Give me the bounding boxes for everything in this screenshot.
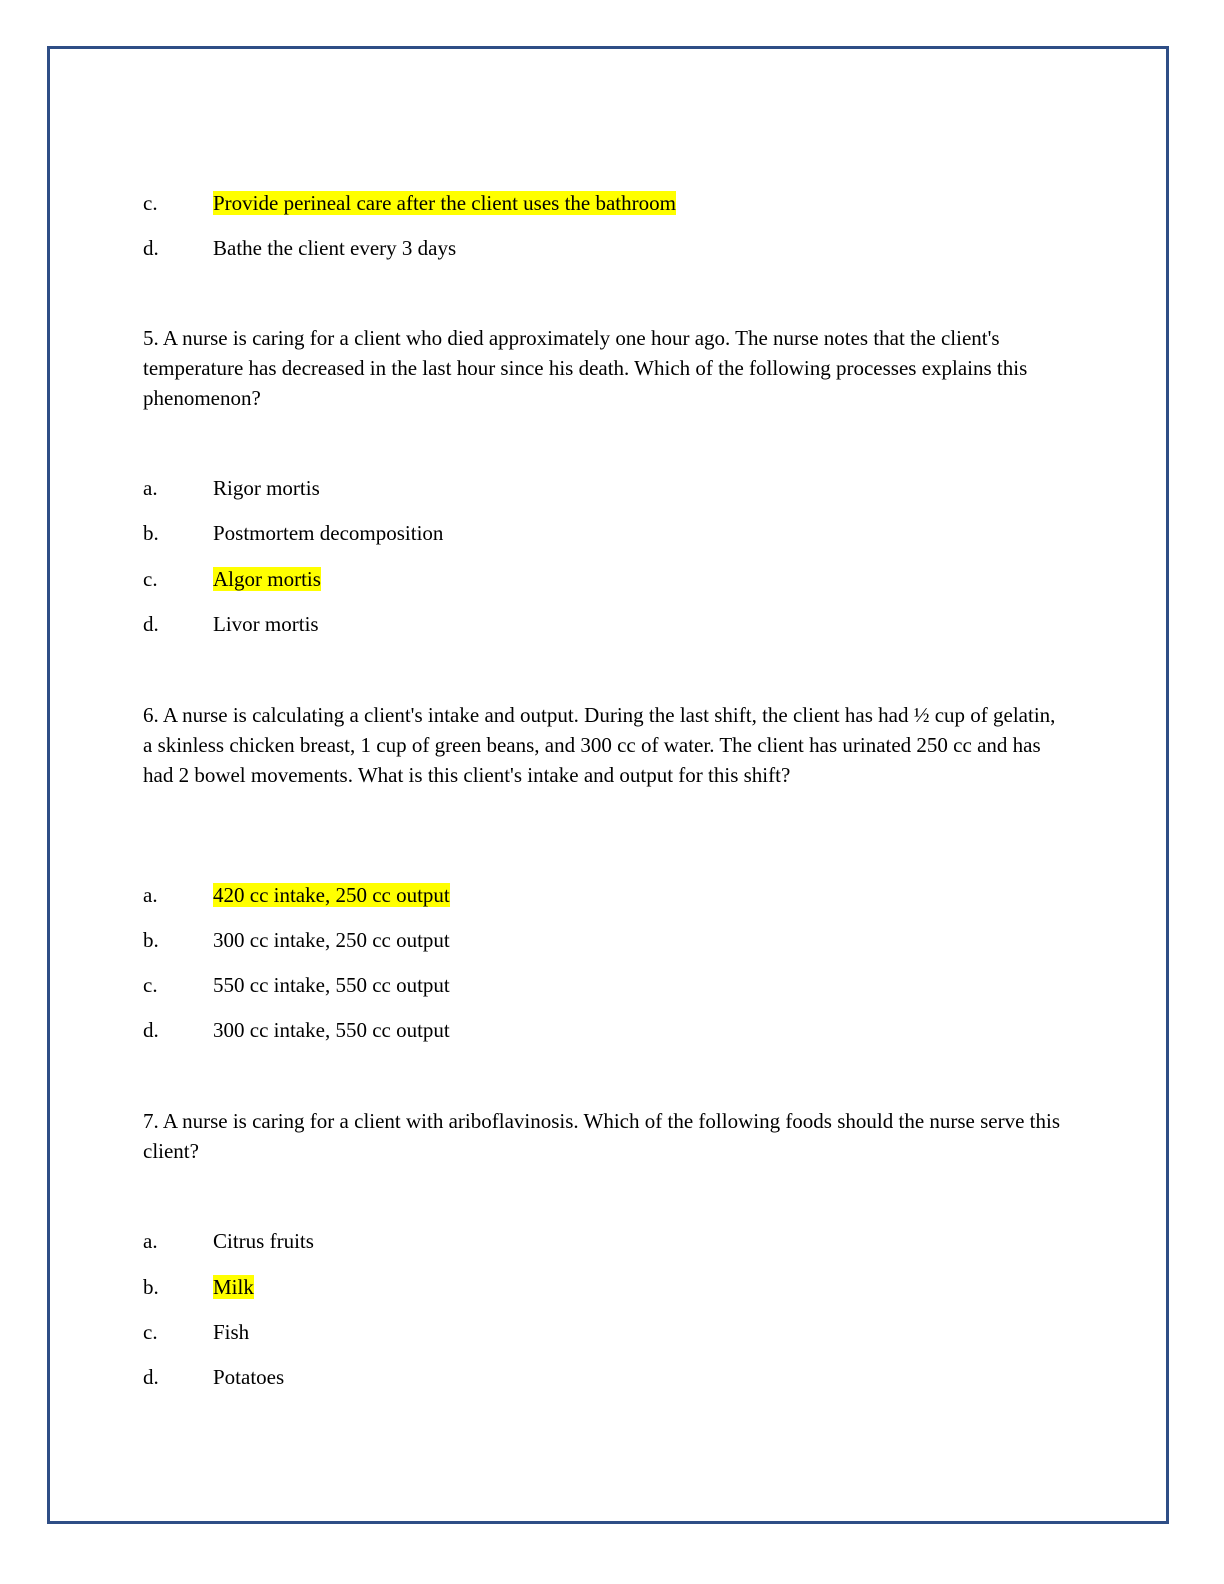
option-c — [143, 188, 676, 218]
option-b — [143, 518, 443, 548]
option-d — [143, 233, 456, 263]
option-letter: a. — [143, 1229, 158, 1253]
option-text-highlighted: Provide perineal care after the client uses the bathroom — [213, 191, 676, 215]
option-text: Citrus fruits — [213, 1229, 314, 1253]
option-text-highlighted: 420 cc intake, 250 cc output — [213, 883, 450, 907]
option-text: 300 cc intake, 550 cc output — [213, 1018, 450, 1042]
option-text: Bathe the client every 3 days — [213, 236, 457, 260]
option-text: Potatoes — [213, 1365, 285, 1389]
option-letter: d. — [143, 236, 159, 260]
question-6-text: 6. A nurse is calculating a client's intake and output. During the last shift, the client has had ½ cup of gelatin, a skinless chicken breast, 1 cup of green beans, and 300 cc of water. The client has urinated 250 cc and has had 2 bowel movements. What is this client's intake and output for this shift? — [143, 703, 1056, 787]
question-7-text: 7. A nurse is caring for a client with ariboflavinosis. Which of the following foods should the nurse serve this client? — [143, 1109, 1061, 1163]
option-c — [143, 1317, 249, 1347]
question-5-text: 5. A nurse is caring for a client who died approximately one hour ago. The nurse notes that the client's temperature has decreased in the last hour since his death. Which of the following processes explains this phenomenon? — [143, 326, 1028, 410]
option-letter: c. — [143, 191, 158, 215]
option-letter: c. — [143, 1320, 158, 1344]
option-a — [143, 473, 320, 503]
option-b — [143, 925, 450, 955]
option-letter: d. — [143, 1365, 159, 1389]
option-letter: c. — [143, 567, 158, 591]
option-a — [143, 880, 450, 910]
option-letter: d. — [143, 1018, 159, 1042]
option-d — [143, 1015, 450, 1045]
option-letter: a. — [143, 883, 158, 907]
option-c — [143, 564, 321, 594]
option-d — [143, 609, 319, 639]
option-text: Fish — [213, 1320, 250, 1344]
option-letter: b. — [143, 928, 159, 952]
option-text: Livor mortis — [213, 612, 319, 636]
option-text: 300 cc intake, 250 cc output — [213, 928, 450, 952]
option-letter: b. — [143, 521, 159, 545]
option-letter: a. — [143, 476, 158, 500]
option-b — [143, 1272, 254, 1302]
option-text-highlighted: Algor mortis — [213, 567, 321, 591]
option-text: 550 cc intake, 550 cc output — [213, 973, 450, 997]
option-text: Rigor mortis — [213, 476, 320, 500]
option-text-highlighted: Milk — [213, 1275, 254, 1299]
option-c — [143, 970, 450, 1000]
option-d — [143, 1362, 284, 1392]
option-letter: c. — [143, 973, 158, 997]
option-text: Postmortem decomposition — [213, 521, 444, 545]
option-letter: d. — [143, 612, 159, 636]
option-a — [143, 1226, 314, 1256]
option-letter: b. — [143, 1275, 159, 1299]
